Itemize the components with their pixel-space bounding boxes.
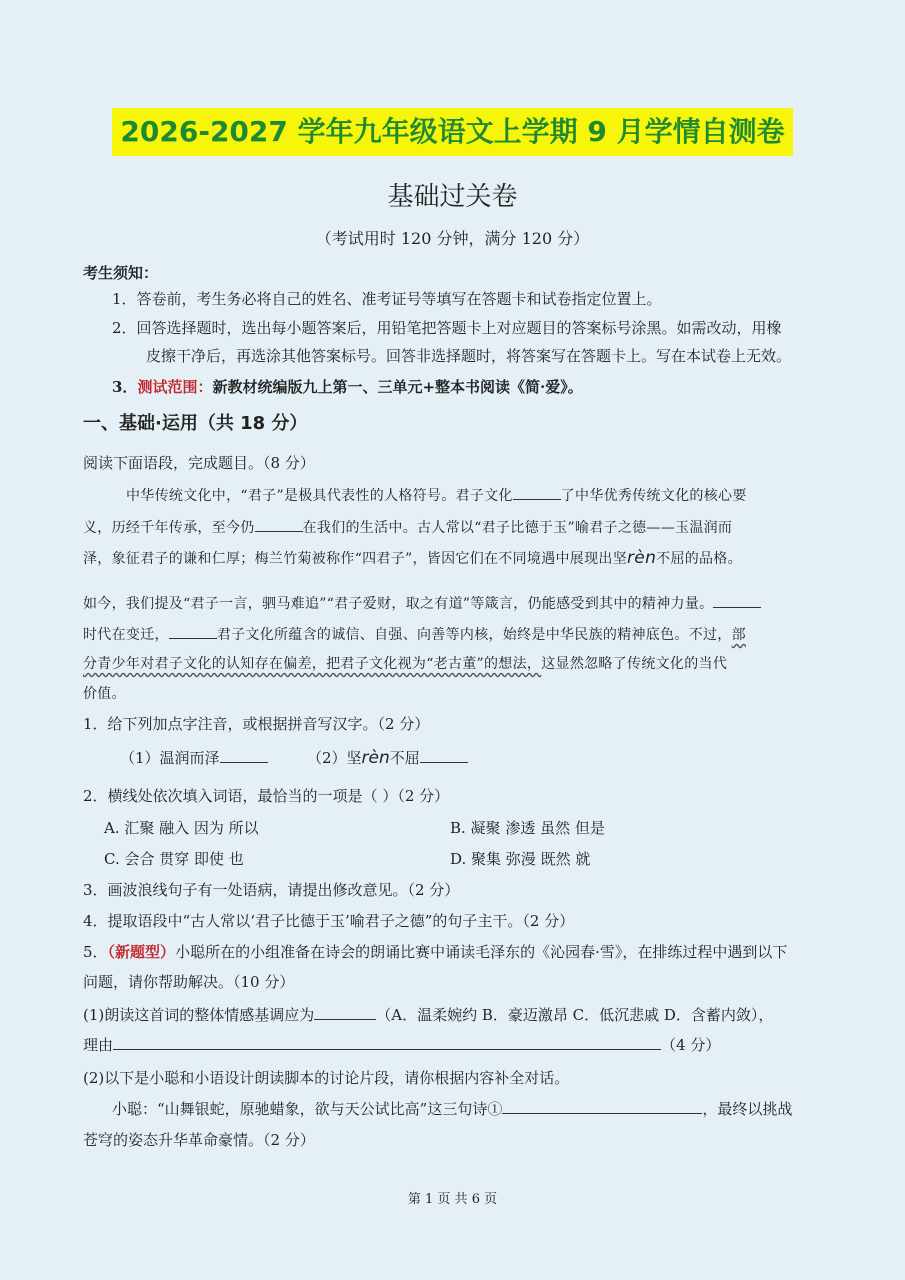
- question-text: 小聪所在的小组准备在诗会的朗诵比赛中诵读毛泽东的《沁园春·雪》，在排练过程中遇到以下: [175, 943, 788, 961]
- question-text: （1）温润而泽: [120, 749, 220, 767]
- pinyin-text: rèn: [627, 548, 657, 568]
- answer-blank[interactable]: [502, 1099, 702, 1114]
- answer-blank[interactable]: [420, 748, 468, 763]
- pinyin-text: rèn: [361, 748, 390, 768]
- passage-text: 如今，我们提及“君子一言，驷马难追”“君子爱财，取之有道”等箴言，仍能感受到其中的精神力量。: [83, 596, 714, 612]
- answer-blank[interactable]: [314, 1005, 376, 1020]
- passage-line-1: [126, 485, 747, 506]
- title-banner: [0, 108, 905, 156]
- question-5-1: [83, 1005, 773, 1025]
- test-scope-text: 新教材统编版九上第一、三单元+整本书阅读《简·爱》。: [212, 378, 583, 396]
- answer-blank[interactable]: [169, 624, 217, 639]
- passage-text: 泽，象征君子的谦和仁厚；梅兰竹菊被称作“四君子”，皆因它们在不同境遇中展现出坚: [83, 551, 628, 567]
- reading-instruction: 阅读下面语段，完成题目。（8 分）: [83, 454, 315, 472]
- dialogue-line-1: [112, 1099, 792, 1119]
- passage-text: 中华传统文化中，“君子”是极具代表性的人格符号。君子文化: [126, 488, 513, 504]
- passage-line-5: [83, 624, 746, 645]
- passage-text: 这显然忽略了传统文化的当代: [541, 656, 728, 672]
- answer-blank[interactable]: [255, 517, 303, 532]
- passage-text: 在我们的生活中。古人常以“君子比德于玉”喻君子之德——玉温润而: [302, 520, 733, 536]
- answer-blank[interactable]: [713, 593, 761, 608]
- question-5-1-reason: [83, 1035, 720, 1055]
- question-1-part-2: [307, 748, 468, 768]
- question-5-line-2: 问题，请你帮助解决。（10 分）: [83, 973, 295, 991]
- notice-item-3-number: 3．: [112, 378, 138, 396]
- answer-blank[interactable]: [113, 1035, 661, 1050]
- answer-blank[interactable]: [513, 485, 561, 500]
- passage-line-2: [83, 517, 732, 538]
- notice-item-2-line1: 2．回答选择题时，选出每小题答案后，用铅笔把答题卡上对应题目的答案标号涂黑。如需改动，用橡: [112, 319, 782, 337]
- option-b[interactable]: B. 凝聚 渗透 虽然 但是: [450, 819, 605, 837]
- question-text: (1)朗读这首词的整体情感基调应为: [83, 1006, 315, 1024]
- passage-line-7: 价值。: [83, 686, 126, 702]
- passage-line-3: [83, 548, 742, 569]
- question-text: 不屈: [389, 749, 420, 767]
- notice-heading: 考生须知：: [83, 264, 159, 282]
- question-number: 5．: [83, 943, 108, 961]
- question-text: 小聪：“山舞银蛇，原驰蜡象，欲与天公试比高”这三句诗①: [112, 1100, 503, 1118]
- question-text: 理由: [83, 1036, 114, 1054]
- question-2: 2．横线处依次填入词语，最恰当的一项是（ ）（2 分）: [83, 787, 450, 805]
- option-a[interactable]: A. 汇聚 融入 因为 所以: [104, 819, 259, 837]
- passage-line-6: [83, 654, 727, 674]
- question-text: （A．温柔婉约 B．豪迈激昂 C．低沉悲戚 D．含蓄内敛），: [376, 1006, 774, 1024]
- exam-subtitle: 基础过关卷: [387, 182, 518, 212]
- option-d[interactable]: D. 聚集 弥漫 既然 就: [450, 850, 591, 868]
- question-4: 4．提取语段中“古人常以‘君子比德于玉’喻君子之德”的句子主干。（2 分）: [83, 912, 575, 930]
- option-c[interactable]: C. 会合 贯穿 即使 也: [104, 850, 244, 868]
- passage-line-4: [83, 593, 761, 614]
- question-5-2: (2)以下是小聪和小语设计朗读脚本的讨论片段，请你根据内容补全对话。: [83, 1069, 570, 1087]
- question-text: ，最终以挑战: [702, 1100, 793, 1118]
- passage-text: 时代在变迁，: [83, 627, 169, 643]
- answer-blank[interactable]: [220, 748, 268, 763]
- question-text: （4 分）: [661, 1036, 721, 1054]
- wavy-sentence: 部: [731, 627, 746, 643]
- question-3: 3．画波浪线句子有一处语病，请提出修改意见。（2 分）: [83, 881, 460, 899]
- question-5: [83, 942, 787, 962]
- new-type-tag: （新题型）: [107, 943, 176, 961]
- page-footer: 第 1 页 共 6 页: [407, 1192, 498, 1207]
- dialogue-line-2: 苍穹的姿态升华革命豪情。（2 分）: [83, 1131, 315, 1149]
- question-1-part-1: [120, 748, 268, 768]
- passage-text: 不屈的品格。: [656, 551, 742, 567]
- passage-text: 义，历经千年传承，至今仍: [83, 520, 255, 536]
- passage-text: 了中华优秀传统文化的核心要: [560, 488, 747, 504]
- notice-item-2-line2: 皮擦干净后，再选涂其他答案标号。回答非选择题时，将答案写在答题卡上。写在本试卷上无效。: [146, 347, 792, 365]
- question-1: 1．给下列加点字注音，或根据拼音写汉字。（2 分）: [83, 715, 430, 733]
- exam-title: 2026-2027 学年九年级语文上学期 9 月学情自测卷: [112, 108, 792, 156]
- section-1-heading: 一、基础·运用（共 18 分）: [83, 413, 308, 434]
- passage-text: 君子文化所蕴含的诚信、自强、向善等内核，始终是中华民族的精神底色。不过，: [216, 627, 732, 643]
- exam-duration-info: （考试用时 120 分钟，满分 120 分）: [315, 229, 590, 248]
- notice-item-1: 1．答卷前，考生务必将自己的姓名、准考证号等填写在答题卡和试卷指定位置上。: [112, 290, 662, 308]
- question-text: （2）坚: [307, 749, 362, 767]
- notice-item-3: [112, 377, 583, 397]
- wavy-sentence: 分青少年对君子文化的认知存在偏差，把君子文化视为“老古董”的想法，: [83, 656, 542, 672]
- test-scope-label: 测试范围：: [137, 378, 213, 396]
